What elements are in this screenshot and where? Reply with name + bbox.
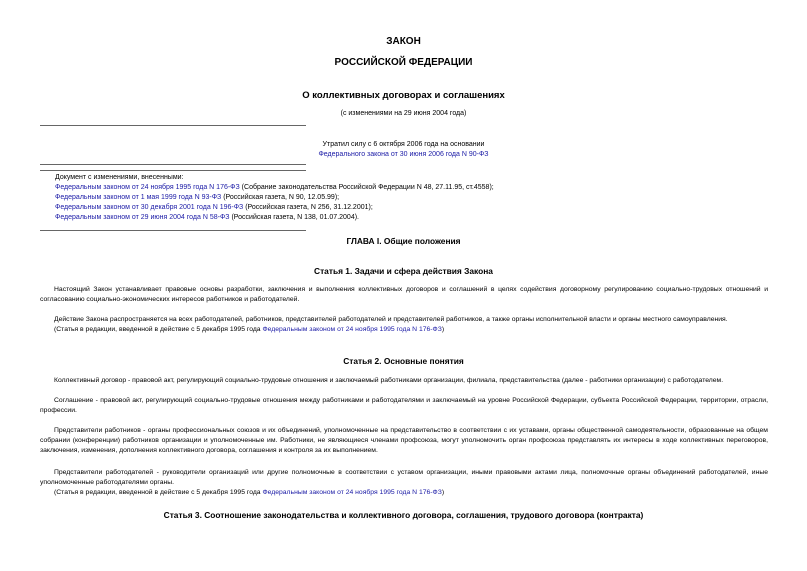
paragraph: Соглашение - правовой акт, регулирующий социально-трудовые отношения между работниками и работодателями и заключаемый на уровне Российской Федерации, субъекта Российской Федерации, территории, отрасли, профессии. [40, 397, 768, 415]
amendments-intro: Документ с изменениями, внесенными: [55, 174, 184, 181]
paragraph: Действие Закона распространяется на всех работодателей, работников, представителей работодателей и представителей работников, а также органы исполнительной власти и органы местного самоуправления. (Статья в редакции, введенной в действие с 5 декабря 1995 года Федеральным законом от 24 ноября 1995 года N 176-ФЗ) [54, 316, 728, 334]
divider [40, 170, 306, 171]
article-title: Статья 1. Задачи и сфера действия Закона [314, 266, 493, 276]
amendment-item: Федеральным законом от 24 ноября 1995 года N 176-ФЗ (Собрание законодательства Российской Федерации N 48, 27.11.95, ст.4558); [55, 184, 494, 191]
changes-note: (с изменениями на 29 июня 2004 года) [340, 110, 467, 117]
divider [40, 230, 306, 231]
expiry-link[interactable]: Федерального закона от 30 июня 2006 года N 90-ФЗ [318, 151, 489, 158]
amendment-item: Федеральным законом от 29 июня 2004 года N 58-ФЗ (Российская газета, N 138, 01.07.2004). [55, 214, 359, 221]
amendment-link[interactable]: Федеральным законом от 24 ноября 1995 года N 176-ФЗ [262, 489, 442, 497]
law-title: О коллективных договорах и соглашениях [302, 90, 505, 101]
amendments-block [55, 173, 775, 223]
article-title: Статья 3. Соотношение законодательства и коллективного договора, соглашения, трудового договора (контракта) [163, 510, 644, 520]
doc-type: ЗАКОН [386, 36, 421, 47]
divider [40, 125, 306, 126]
paragraph: Настоящий Закон устанавливает правовые основы разработки, заключения и выполнения коллективных договоров и соглашений в целях содействия договорному регулированию социально-трудовых отношений и согласованию социально-экономических интересов работников и работодателей. [40, 286, 768, 304]
amendment-link[interactable]: Федеральным законом от 24 ноября 1995 года N 176-ФЗ [262, 326, 442, 334]
paragraph: Представители работодателей - руководители организаций или другие полномочные в соответствии с уставом организации, иными правовыми актами лица, полномочные органы объединений работодателей, иные уполномоченные работодателями органы. (Статья в редакции, введенной в действие с 5 декабря 1995 года Федеральным законом от 24 ноября 1995 года N 176-ФЗ) [40, 469, 768, 497]
paragraph: Представители работников - органы профессиональных союзов и их объединений, уполномоченные на представительство в соответствии с их уставами, органы общественной самодеятельности, образованные на общем собрании (конференции) работников организации и уполномоченные им. Работники, не являющиеся членами профсоюза, могут уполномочить орган профсоюза представлять их интересы в ходе коллективных переговоров, заключения, изменения, дополнения коллективного договора, соглашения и контроля за их выполнением. [40, 427, 768, 455]
divider [40, 164, 306, 165]
expiry-note [0, 140, 807, 160]
country: РОССИЙСКОЙ ФЕДЕРАЦИИ [334, 57, 473, 68]
amendment-link[interactable]: Федеральным законом от 24 ноября 1995 года N 176-ФЗ [55, 184, 240, 191]
amendment-item: Федеральным законом от 30 декабря 2001 года N 196-ФЗ (Российская газета, N 256, 31.12.2001); [55, 204, 373, 211]
expiry-line: Утратил силу с 6 октября 2006 года на основании [322, 141, 485, 148]
chapter-title: ГЛАВА I. Общие положения [346, 236, 461, 246]
amendment-item: Федеральным законом от 1 мая 1999 года N 93-ФЗ (Российская газета, N 90, 12.05.99); [55, 194, 340, 201]
article-title: Статья 2. Основные понятия [343, 356, 464, 366]
paragraph: Коллективный договор - правовой акт, регулирующий социально-трудовые отношения и заключаемый работниками организации, филиала, представительства (далее - работники организации) с работодателем. [54, 377, 724, 384]
amendment-link[interactable]: Федеральным законом от 29 июня 2004 года N 58-ФЗ [55, 214, 230, 221]
amendment-link[interactable]: Федеральным законом от 30 декабря 2001 года N 196-ФЗ [55, 204, 244, 211]
amendment-link[interactable]: Федеральным законом от 1 мая 1999 года N 93-ФЗ [55, 194, 222, 201]
